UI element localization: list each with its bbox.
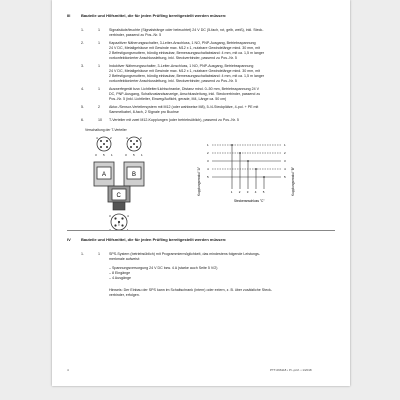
section-4-number: IV — [67, 237, 71, 242]
left-pin-column — [207, 143, 209, 179]
t-neck — [113, 202, 125, 210]
right-axis-label: Kupplungsmodul "B" — [291, 166, 295, 196]
section-3-item-line: verbinder, passend zu Pos.-Nr. 5 — [109, 33, 162, 37]
pin-label: 2 — [140, 136, 142, 140]
pin-number: 3 — [207, 159, 209, 163]
section-3-item-num: 5. — [81, 105, 84, 109]
section-3-item-line: T-Verteiler mit zwei M12-Kupplungen (oder betriebsüblich), passend zu Pos.-Nr. 5 — [109, 118, 239, 122]
pin-number: 4 — [207, 167, 209, 171]
section-3-item-line: 24 V DC, Metallgehäuse mit Gewinde max. M12 x 1, nutzbare Gewindelänge mind. 30 mm, mit — [109, 69, 261, 73]
section-4-subline: – 8 Eingänge — [109, 271, 131, 275]
section-3-item-line: vorkonfektionierter Anschlussleitung, inkl. Steckverbinder, passend zu Pos.-Nr. 5 — [109, 79, 237, 83]
section-3-item-line: 24 V DC, Metallgehäuse mit Gewinde max. M12 x 1, nutzbare Gewindelänge mind. 30 mm, mit — [109, 46, 261, 50]
section-4-title: Bauteile und Hilfsmittel, die für jeden Prüfling bereitgestellt werden müssen: — [81, 237, 227, 242]
pin-label: 1 — [111, 153, 113, 157]
t-distributor-diagram — [82, 134, 182, 244]
section-3-title: Bauteile und Hilfsmittel, die für jeden Prüfling bereitgestellt werden müssen: — [81, 13, 227, 18]
section-3-item-qty: 1 — [98, 87, 100, 91]
pin-label: 1 — [127, 228, 129, 232]
pin-number: 5 — [207, 175, 209, 179]
section-3-item-num: 4. — [81, 87, 84, 91]
pin-label: 5 — [103, 153, 105, 157]
section-3-item-line: Sammelkabel, 8-fach, 2 Signale pro Buchse — [109, 110, 179, 114]
section-3-item-line: DC, PNP-Ausgang, Schaltzustandsanzeige, Anschlussleitung, inkl. Steckverbinder, passend zu — [109, 92, 261, 96]
pin-label: 2 — [110, 136, 112, 140]
pin-number: 1 — [284, 143, 286, 147]
section-4-note-line: verbinder, erfolgen. — [109, 293, 140, 297]
pin-number: 5 — [284, 175, 286, 179]
pin-label: 3 — [125, 153, 127, 157]
pin-number: 5 — [262, 190, 265, 194]
section-3-number: III — [67, 13, 71, 18]
section-3-item-line: Pos.-Nr. 5 (inkl. Lichtleiter, Einweg/Auflicht, gerade, M4, Länge ca. 50 cm) — [109, 97, 227, 101]
diagram-right-caption: Steckeranschluss "C" — [234, 199, 265, 203]
wiring-diagram — [192, 134, 302, 214]
document-page — [52, 0, 350, 386]
pin-number: 3 — [284, 159, 286, 163]
section-3-item-line: Induktiver Näherungsschalter, 3-Leiter-Anschluss, 1 NO, PNP-Ausgang, Betriebsspannung — [109, 64, 254, 68]
pin-label: 5 — [118, 222, 120, 227]
wire-lines — [212, 145, 281, 189]
section-3-item-line: Auswerfegerät bzw. Lichtleiter/Lichtschranke, Distanz mind. 0–50 mm, Betriebsspannung 24 V — [109, 87, 260, 91]
pin-label: 4 — [96, 136, 98, 140]
pin-label: 4 — [126, 136, 128, 140]
diagram-left-caption: Verschaltung der T-Verteiler — [85, 128, 127, 132]
left-axis-label: Kupplungsmodul "A" — [197, 166, 201, 196]
section-3-item-line: Aktor-/Sensor-Verteilersystem mit M12 (oder wahlweise M8), 5-/4-Steckplätze, 4-pol. + PE mit — [109, 105, 259, 109]
section-4-item-line: SPS-System (betriebsüblich) mit Programmiermöglichkeit, das mindestens folgende Leistungs- — [109, 252, 261, 256]
pin-number: 2 — [207, 151, 209, 155]
pin-number: 4 — [284, 167, 286, 171]
section-3-item-line: 2 Befestigungsmuttern, bündig einbaubar, Bemessungsschaltabstand: 4 mm, mit ca. 1,5 m langer — [109, 74, 265, 78]
pin-label: 3 — [109, 214, 111, 218]
pin-label: 4 — [127, 214, 129, 218]
pin-label: 3 — [95, 153, 97, 157]
section-3-item-qty: 1 — [98, 41, 100, 45]
pin-label: 2 — [109, 228, 111, 232]
box-c-label: C — [116, 193, 121, 199]
section-3-item-qty: 10 — [98, 118, 102, 122]
section-4-note-line: Hinweis: Der Einbau der SPS kann im Schaltschrank (intern) oder extern, z. B. über zusätzliche Steck- — [109, 288, 272, 292]
pin-number: 3 — [246, 190, 249, 194]
section-divider — [67, 230, 335, 231]
section-3-item-num: 6. — [81, 118, 84, 122]
section-3-item-qty: 2 — [98, 105, 100, 109]
section-3-item-line: 2 Befestigungsmuttern, bündig einbaubar, Bemessungsschaltabstand: 4 mm, mit ca. 1,5 m langer — [109, 51, 265, 55]
footer-page-number: 4 — [67, 368, 69, 372]
section-3-item-line: vorkonfektionierter Anschlussleitung, inkl. Steckverbinder, passend zu Pos.-Nr. 5 — [109, 56, 237, 60]
section-3-item-num: 1. — [81, 28, 84, 32]
pin-label: 1 — [141, 153, 143, 157]
pin-number: 4 — [254, 190, 257, 194]
section-3-item-line: Kapazitiver Näherungsschalter, 3-Leiter-Anschluss, 1 NO, PNP-Ausgang, Betriebsspannung — [109, 41, 256, 45]
box-a-label: A — [102, 172, 107, 178]
footer-code: PTT-096118 • Pr.-prüf. • 1/2018 — [270, 368, 312, 372]
connector-b-top — [127, 137, 141, 151]
pin-number: 1 — [230, 190, 233, 194]
section-4-item-qty: 1 — [98, 252, 100, 256]
section-4-subline: – Spannungsversorgung 24 V DC bzw. 4 A (starke auch Seite 5 V/2) — [109, 266, 218, 270]
box-b-label: B — [132, 172, 137, 178]
section-4-subline: – 4 Ausgänge — [109, 276, 131, 280]
section-3-item-line: Signalsäule/leuchte (Signalstränge oder beleuchtet) 24 V DC (5-fach, rot, gelb, weiß), inkl. Steck- — [109, 28, 264, 32]
pin-number: 1 — [207, 143, 209, 147]
connector-a-top — [97, 137, 111, 151]
section-3-item-qty: 1 — [98, 28, 100, 32]
section-4-item-line: merkmale aufweist: — [109, 257, 140, 261]
section-3-item-num: 2. — [81, 41, 84, 45]
section-4-item-num: 1. — [81, 252, 84, 256]
pin-number: 2 — [284, 151, 286, 155]
right-pin-column — [284, 143, 286, 179]
pin-number: 2 — [238, 190, 241, 194]
bottom-pin-row — [231, 190, 265, 194]
pin-label: 5 — [133, 153, 135, 157]
section-3-item-qty: 1 — [98, 64, 100, 68]
section-3-item-num: 3. — [81, 64, 84, 68]
